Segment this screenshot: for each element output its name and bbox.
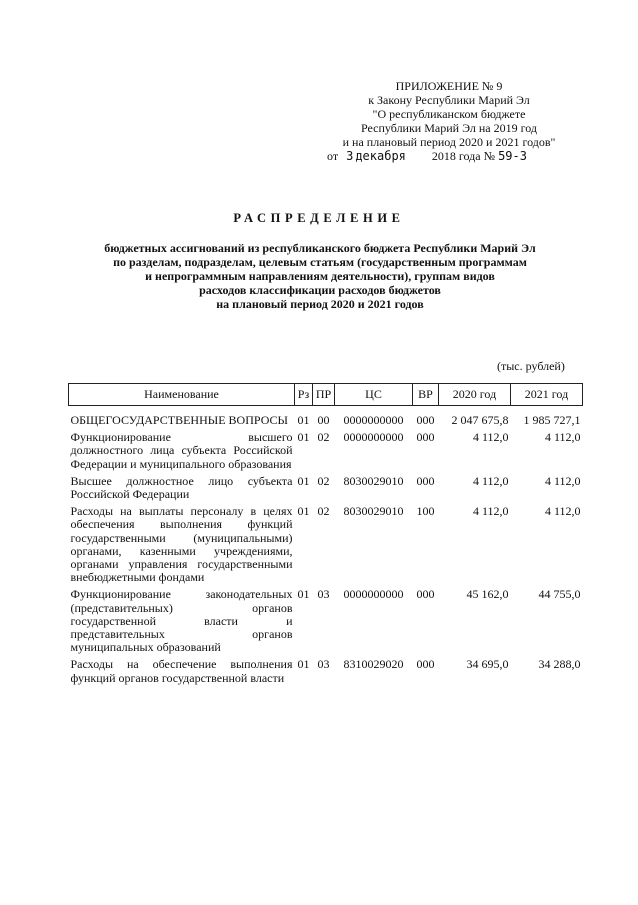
row-cs: 8310029020 (343, 657, 404, 672)
law-number: 59-З (498, 149, 527, 163)
row-cs: 0000000000 (343, 430, 404, 445)
table-row (69, 429, 583, 473)
header-pr: ПР (313, 384, 335, 406)
row-cs: 8030029010 (343, 473, 404, 488)
appendix-title: ПРИЛОЖЕНИЕ № 9 (395, 79, 503, 93)
row-2020: 2 047 675,8 (451, 413, 509, 427)
header-rz: Рз (295, 384, 313, 406)
subtitle-line: расходов классификации расходов бюджетов (199, 283, 441, 297)
row-2021: 4 112,0 (544, 473, 581, 488)
table-row (69, 406, 583, 430)
row-2021: 1 985 727,1 (523, 413, 581, 427)
subtitle-line: на плановый период 2020 и 2021 годов (216, 297, 424, 311)
header-cs: ЦС (335, 384, 413, 406)
header-2021: 2021 год (511, 384, 583, 406)
row-pr: 03 (317, 657, 330, 672)
header-2020: 2020 год (439, 384, 511, 406)
row-cs: 8030029010 (343, 504, 404, 519)
row-pr: 03 (317, 587, 330, 602)
row-pr: 02 (317, 473, 330, 488)
header-vr: ВР (413, 384, 439, 406)
subtitle-line: бюджетных ассигнований из республиканского бюджета Республики Марий Эл (104, 241, 536, 255)
row-rz: 01 (297, 413, 310, 427)
row-cs: 0000000000 (343, 413, 404, 427)
row-pr: 02 (317, 504, 330, 519)
row-2020: 34 695,0 (466, 657, 509, 672)
row-rz: 01 (297, 587, 310, 602)
row-name: Функционирование законодательных (представительных) органов государственной власти и представительных органов муниципальных образований (70, 587, 293, 655)
budget-table (68, 383, 583, 687)
units-label: (тыс. рублей) (497, 359, 565, 373)
date-prefix: от (327, 149, 339, 163)
row-2021: 4 112,0 (544, 430, 581, 445)
appendix-block (316, 79, 582, 163)
row-rz: 01 (297, 430, 310, 445)
table-header-row (69, 384, 583, 406)
row-vr: 000 (416, 430, 435, 445)
row-name: Функционирование высшего должностного лица субъекта Российской Федерации и муниципального образования (70, 430, 293, 471)
table-row (69, 586, 583, 656)
appendix-law-name-1: "О республиканском бюджете (372, 107, 526, 121)
row-2020: 4 112,0 (472, 473, 509, 488)
row-rz: 01 (297, 473, 310, 488)
row-name: Расходы на обеспечение выполнения функций органов государственной власти (70, 657, 293, 685)
row-2020: 4 112,0 (472, 504, 509, 519)
row-vr: 000 (416, 587, 435, 602)
row-name: Высшее должностное лицо субъекта Российской Федерации (70, 473, 293, 502)
row-vr: 000 (416, 657, 435, 672)
row-vr: 000 (416, 413, 435, 427)
row-name: Расходы на выплаты персоналу в целях обеспечения выполнения функций государственными (муниципальными) органами, казенными учреждениями, органами управления государственными внебюджетными фондами (70, 504, 293, 585)
row-pr: 00 (317, 413, 330, 427)
row-2021: 44 755,0 (538, 587, 581, 602)
table-row (69, 473, 583, 503)
date-day: 3 (346, 149, 354, 163)
row-vr: 100 (416, 504, 435, 519)
subtitle-line: по разделам, подразделам, целевым статьям (государственным программам (113, 255, 527, 269)
row-2020: 4 112,0 (472, 430, 509, 445)
appendix-law-ref: к Закону Республики Марий Эл (368, 93, 530, 107)
row-vr: 000 (416, 473, 435, 488)
row-cs: 0000000000 (343, 587, 404, 602)
subtitle-line: и непрограммным направлениям деятельности), группам видов (145, 269, 495, 283)
table-row (69, 656, 583, 686)
date-year: 2018 года № (431, 149, 496, 163)
row-pr: 02 (317, 430, 330, 445)
row-rz: 01 (297, 504, 310, 519)
appendix-law-name-3: и на плановый период 2020 и 2021 годов" (342, 135, 556, 149)
row-2020: 45 162,0 (466, 587, 509, 602)
row-2021: 34 288,0 (538, 657, 581, 672)
row-name: ОБЩЕГОСУДАРСТВЕННЫЕ ВОПРОСЫ (70, 413, 288, 427)
document-title: РАСПРЕДЕЛЕНИЕ (233, 211, 405, 225)
header-name: Наименование (69, 384, 295, 406)
row-2021: 4 112,0 (544, 504, 581, 519)
appendix-law-name-2: Республики Марий Эл на 2019 год (361, 121, 537, 135)
document-subtitle (60, 241, 580, 311)
date-month: декабря (355, 149, 406, 163)
row-rz: 01 (297, 657, 310, 672)
appendix-date-line (316, 149, 582, 163)
table-row (69, 503, 583, 586)
